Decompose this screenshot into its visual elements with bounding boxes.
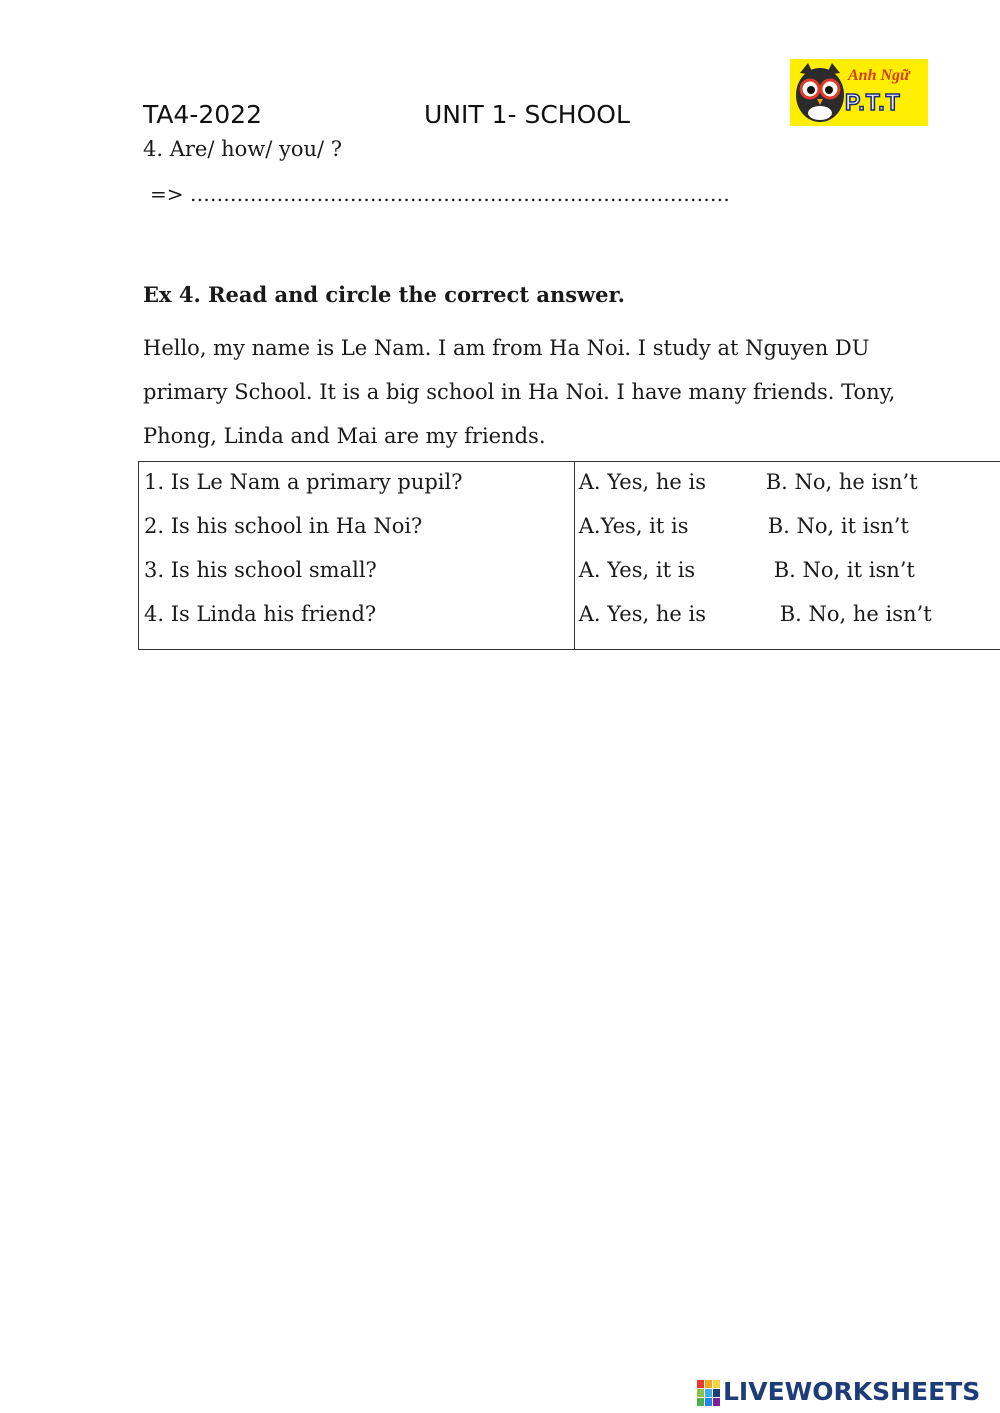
brand-name: LIVEWORKSHEETS xyxy=(723,1377,981,1406)
question-text: 1. Is Le Nam a primary pupil? xyxy=(144,470,463,494)
option-a[interactable]: A. Yes, he is xyxy=(578,470,706,494)
answers-column xyxy=(574,462,1000,650)
unit-title: UNIT 1- SCHOOL xyxy=(424,100,630,129)
option-a[interactable]: A. Yes, he is xyxy=(578,602,706,626)
answer-row xyxy=(575,550,1000,594)
question-text: 4. Is Linda his friend? xyxy=(144,602,377,626)
logo-line1: Anh Ngữ xyxy=(848,67,910,84)
option-b[interactable]: B. No, he isn’t xyxy=(779,602,932,626)
passage-line: Hello, my name is Le Nam. I am from Ha Noi. I study at Nguyen DU xyxy=(143,336,870,360)
answer-blank-line[interactable]: => ……………………………………………………………………… xyxy=(150,182,730,206)
worksheet-code: TA4-2022 xyxy=(143,100,262,129)
reading-passage xyxy=(143,326,903,458)
question-text: 2. Is his school in Ha Noi? xyxy=(144,514,423,538)
option-a[interactable]: A.Yes, it is xyxy=(578,514,689,538)
questions-column xyxy=(139,462,575,650)
passage-line: Phong, Linda and Mai are my friends. xyxy=(143,424,546,448)
question4-prompt: 4. Are/ how/ you/ ? xyxy=(143,137,343,161)
question-table xyxy=(138,461,1000,650)
liveworksheets-logo-icon xyxy=(697,1380,721,1406)
school-logo xyxy=(790,59,928,126)
passage-line: primary School. It is a big school in Ha Noi. I have many friends. Tony, xyxy=(143,380,896,404)
option-b[interactable]: B. No, it isn’t xyxy=(773,558,915,582)
option-b[interactable]: B. No, it isn’t xyxy=(767,514,909,538)
answer-row xyxy=(575,594,1000,638)
option-b[interactable]: B. No, he isn’t xyxy=(765,470,918,494)
exercise-title: Ex 4. Read and circle the correct answer. xyxy=(143,282,625,307)
logo-line2: P.T.T xyxy=(845,89,901,115)
question-text: 3. Is his school small? xyxy=(144,558,377,582)
answer-row xyxy=(575,506,1000,550)
answer-row xyxy=(575,462,1000,506)
option-a[interactable]: A. Yes, it is xyxy=(578,558,696,582)
